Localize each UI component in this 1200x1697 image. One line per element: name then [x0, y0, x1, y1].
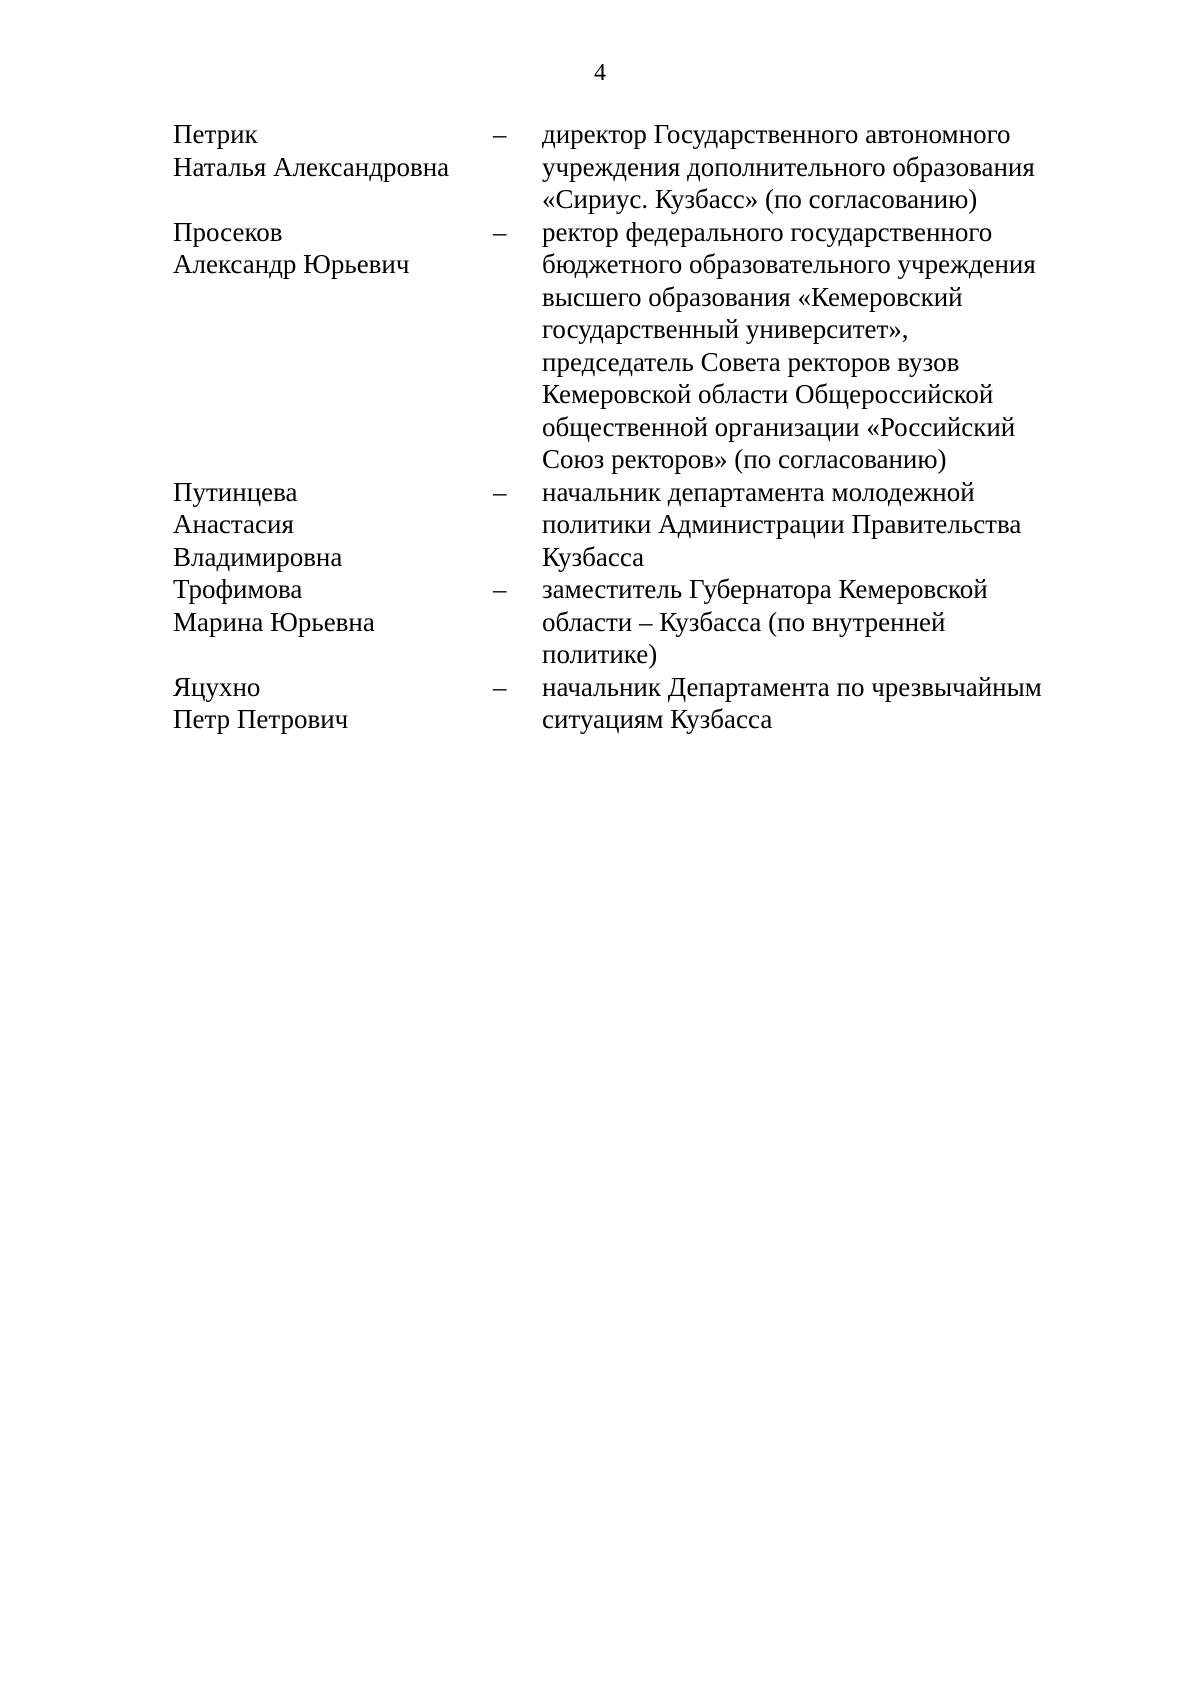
- member-name: [173, 476, 493, 574]
- role-line: начальник Департамента по чрезвычайным: [542, 671, 1042, 702]
- dash-separator: –: [493, 216, 507, 247]
- role-line: области – Кузбасса (по внутренней: [542, 606, 946, 637]
- member-name: [173, 573, 493, 638]
- member-surname: Петрик: [173, 119, 258, 149]
- role-line: начальник департамента молодежной: [542, 476, 975, 507]
- role-line: председатель Совета ректоров вузов: [542, 346, 960, 377]
- member-surname: Путинцева: [173, 476, 298, 507]
- member-surname: Яцухно: [173, 671, 261, 702]
- role-line: директор Государственного автономного: [542, 119, 1011, 149]
- role-line: «Сириус. Кузбасс» (по согласованию): [542, 184, 978, 214]
- dash-separator: –: [493, 476, 507, 507]
- role-line: Кузбасса: [542, 541, 645, 572]
- member-row: [173, 476, 1093, 574]
- dash-separator: –: [493, 574, 507, 604]
- role-line: заместитель Губернатора Кемеровской: [542, 574, 988, 604]
- member-role: [542, 476, 1092, 574]
- member-role: [542, 118, 1092, 216]
- role-line: высшего образования «Кемеровский: [542, 281, 963, 312]
- member-patronymic: Владимировна: [173, 541, 343, 572]
- role-line: ректор федерального государственного: [542, 216, 993, 247]
- members-list: [173, 118, 1093, 736]
- role-line: государственный университет»,: [542, 314, 909, 344]
- role-line: Союз ректоров» (по согласованию): [542, 444, 947, 474]
- member-surname: Трофимова: [173, 574, 303, 604]
- role-line: политики Администрации Правительства: [542, 509, 1022, 539]
- member-row: [173, 573, 1093, 671]
- dash-separator: –: [493, 671, 507, 702]
- role-line: политике): [542, 639, 658, 669]
- dash-separator: –: [493, 119, 507, 149]
- member-name: [173, 118, 493, 183]
- role-line: ситуациям Кузбасса: [542, 704, 773, 734]
- member-row: [173, 216, 1093, 476]
- member-given-name: Анастасия: [173, 509, 294, 539]
- member-surname: Просеков: [173, 216, 283, 247]
- role-line: бюджетного образовательного учреждения: [542, 249, 1036, 279]
- role-line: Кемеровской области Общероссийской: [542, 379, 994, 409]
- member-given-names: Петр Петрович: [173, 704, 349, 734]
- member-given-names: Наталья Александровна: [173, 151, 450, 182]
- member-role: [542, 216, 1092, 476]
- member-given-names: Марина Юрьевна: [173, 606, 375, 637]
- role-line: общественной организации «Российский: [542, 411, 1016, 442]
- role-line: учреждения дополнительного образования: [542, 151, 1035, 182]
- member-row: [173, 118, 1093, 216]
- member-role: [542, 573, 1092, 671]
- member-name: [173, 216, 493, 281]
- member-name: [173, 671, 493, 736]
- member-role: [542, 671, 1092, 736]
- member-row: [173, 671, 1093, 736]
- page-number: 4: [594, 60, 606, 86]
- member-given-names: Александр Юрьевич: [173, 249, 410, 279]
